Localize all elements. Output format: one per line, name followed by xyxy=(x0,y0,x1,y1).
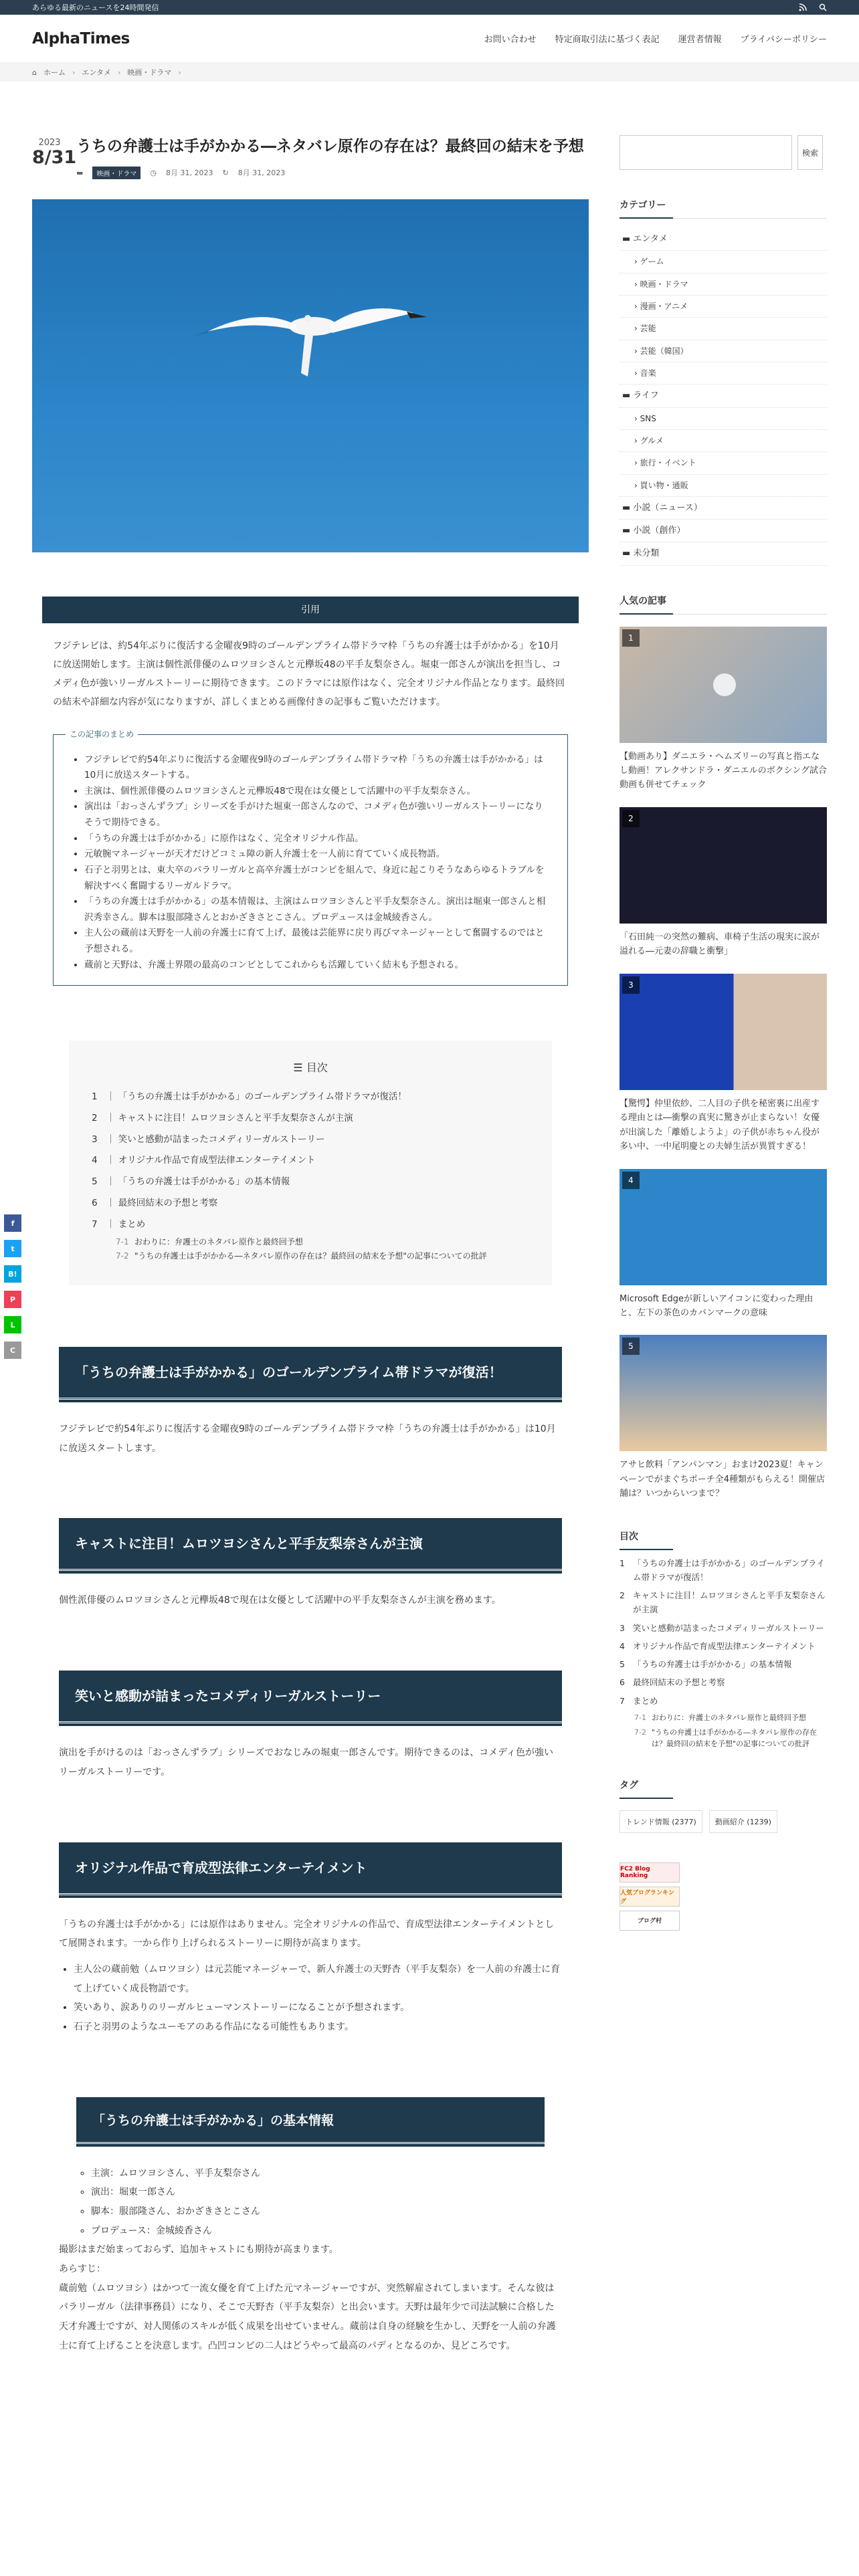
toc-number: 4 xyxy=(92,1155,98,1166)
toc-label: おわりに：弁護士のネタバレ原作と最終回予想 xyxy=(134,1237,303,1247)
rank-badge: 5 xyxy=(622,1337,640,1355)
list-item: • 主演は、個性派俳優のムロツヨシさんと元欅坂48で現在は女優として活躍中の平手友梨奈さん。 xyxy=(84,784,551,800)
popular-title[interactable]: アサヒ飲料「アンパンマン」おまけ2023夏！キャンペーンでがまぐちポーチ全4種類がもらえる！開催店舗は？いつからいつまで？ xyxy=(619,1460,826,1499)
rank-badge: 4 xyxy=(622,1172,640,1189)
search-button[interactable]: 検索 xyxy=(797,135,823,170)
breadcrumb xyxy=(0,63,859,82)
folder-icon: ▬ xyxy=(622,548,634,559)
toc-label: "うちの弁護士は手がかかる―ネタバレ原作の存在は？最終回の結末を予想"の記事についての批評 xyxy=(134,1251,487,1261)
list-item: • 主人公の蔵前勉（ムロツヨシ）は元芸能マネージャーで、新人弁護士の天野杏（平手友梨奈）を一人前の弁護士に育て上げていく成長物語です。 xyxy=(74,1960,562,1998)
toc-item[interactable]: 5 ｜ 「うちの弁護士は手がかかる」の基本情報 xyxy=(92,1172,529,1193)
breadcrumb-entame[interactable]: エンタメ xyxy=(82,68,111,77)
list-item: ◦ プロデュース：金城綾香さん xyxy=(91,2222,562,2241)
category-item[interactable]: ▬ 未分類 xyxy=(619,542,827,565)
toc-item[interactable]: 2 ｜ キャストに注目！ムロツヨシさんと平手友梨奈さんが主演 xyxy=(92,1108,529,1130)
global-nav xyxy=(484,32,827,45)
paragraph: 撮影はまだ始まっておらず、追加キャストにも期待が高まります。 xyxy=(59,2244,339,2256)
paragraph: あらすじ： xyxy=(59,2264,106,2275)
twitter-share-button[interactable]: t xyxy=(4,1240,21,1257)
toc-subitem[interactable] xyxy=(116,1235,529,1249)
list-item: ◦ 演出：堀東一郎さん xyxy=(91,2183,562,2202)
section-body: 演出を手がけるのは「おっさんずラブ」シリーズでおなじみの堀東一郎さんです。期待できるのは、コメディ色が強いリーガルストーリーです。 xyxy=(59,1747,554,1778)
category-subitem[interactable]: › 漫画・アニメ xyxy=(619,296,827,318)
toc-item[interactable]: 1 ｜ 「うちの弁護士は手がかかる」のゴールデンプライム帯ドラマが復活！ xyxy=(92,1087,529,1108)
hatena-share-button[interactable]: B! xyxy=(4,1265,21,1283)
popular-thumbnail[interactable] xyxy=(619,974,827,1090)
toc-label: 「うちの弁護士は手がかかる」のゴールデンプライム帯ドラマが復活！ xyxy=(118,1091,407,1103)
tags-heading: タグ xyxy=(619,1778,827,1798)
toc-label: キャストに注目！ムロツヨシさんと平手友梨奈さんが主演 xyxy=(118,1112,353,1123)
nav-privacy[interactable]: プライバシーポリシー xyxy=(740,35,827,45)
rank-badge: 1 xyxy=(622,629,640,647)
intro-paragraph: フジテレビは、約54年ぶりに復活する金曜夜9時のゴールデンプライム帯ドラマ枠「うちの弁護士は手がかかる」を10月に放送開始します。主演は個性派俳優のムロツヨシさんと元欅坂48の平手友梨奈さん。堀東一郎さんが演出を担当し、コメディ色が強いリーガルストーリーに期待できます。このドラマには原作はなく、完全オリジナル作品となります。最終回の結末や詳細な内容が気になりますが、詳しくまとめる画像付きの記事もご覧いただけます。 xyxy=(53,640,565,708)
rank-badge: 3 xyxy=(622,976,640,994)
facebook-share-button[interactable]: f xyxy=(4,1214,21,1232)
toc-number: 2 xyxy=(92,1112,98,1123)
top-bar xyxy=(0,0,859,15)
list-item: • 石子と羽男とは、東大卒のパラリーガルと高卒弁護士がコンビを組んで、身近に起こりそうなあらゆるトラブルを解決すべく奮闘するリーガルドラマ。 xyxy=(84,863,551,894)
site-logo[interactable]: AlphaTimes xyxy=(32,29,130,47)
toc-item[interactable]: 7 ｜ まとめ xyxy=(92,1214,529,1236)
chevron-right-icon: › xyxy=(634,368,640,379)
sidebar-toc-item[interactable]: 4 オリジナル作品で育成型法律エンターテイメント xyxy=(619,1640,816,1651)
toc-label: 笑いと感動が詰まったコメディリーガルストーリー xyxy=(118,1134,325,1145)
hero-image xyxy=(32,199,589,552)
list-icon: ☰ xyxy=(293,1061,303,1075)
post-date xyxy=(32,135,77,168)
category-subitem[interactable]: › グルメ xyxy=(619,430,827,452)
list-item: ◦ 主演：ムロツヨシさん、平手友梨奈さん xyxy=(91,2164,562,2183)
category-subitem[interactable]: › ゲーム xyxy=(619,251,827,273)
list-item: • 元敏腕マネージャーが天才だけどコミュ障の新人弁護士を一人前に育てていく成長物語。 xyxy=(84,847,551,863)
category-item[interactable]: ▬ エンタメ xyxy=(619,228,827,251)
search-icon[interactable] xyxy=(819,3,827,11)
line-share-button[interactable]: L xyxy=(4,1316,21,1333)
summary-box xyxy=(53,729,568,986)
site-header xyxy=(0,15,859,63)
toc-number: 5 xyxy=(92,1176,98,1188)
paragraph: 蔵前勉（ムロツヨシ）はかつて一流女優を育て上げた元マネージャーですが、突然解雇されてしまいます。そんな彼はパラリーガル（法律事務員）になり、そこで天野杏（平手友梨奈）と出会います。天野は最年少で司法試験に合格した天才弁護士ですが、対人関係のスキルが低く成果を出せていません。蔵前は自身の経験を生かし、天野を一人前の弁護士に育て上げることを決意します。凸凹コンビの二人はどうやって最高のパディとなるのか、見どころです。 xyxy=(59,2282,556,2351)
list-item: • 石子と羽男のようなユーモアのある作品になる可能性もあります。 xyxy=(74,2018,562,2037)
section-paragraph: 「うちの弁護士は手がかかる」には原作はありません。完全オリジナルの作品で、育成型法律エンターテイメントとして展開されます。一から作り上げられるストーリーに期待が高まります。 xyxy=(59,1919,555,1949)
published-date: 8月 31, 2023 xyxy=(166,169,213,177)
category-subitem[interactable]: › 芸能（韓国） xyxy=(619,340,827,362)
date-year: 2023 xyxy=(38,138,61,148)
category-subitem[interactable]: › SNS xyxy=(619,408,827,430)
breadcrumb-home[interactable]: ホーム xyxy=(43,68,66,77)
popular-item[interactable] xyxy=(619,807,827,959)
clock-icon: ◷ xyxy=(150,168,157,177)
popular-thumbnail[interactable] xyxy=(619,1169,827,1285)
section-body xyxy=(59,1915,562,2037)
section-heading: オリジナル作品で育成型法律エンターテイメント xyxy=(59,1842,562,1895)
chevron-right-icon: › xyxy=(117,68,121,77)
folder-icon: ▬ xyxy=(622,526,634,536)
section-body: フジテレビで約54年ぶりに復活する金曜夜9時のゴールデンプライム帯ドラマ枠「うちの弁護士は手がかかる」は10月に放送スタートします。 xyxy=(59,1424,556,1454)
article-main xyxy=(32,135,589,2356)
search-form xyxy=(619,135,827,170)
quote-heading: 引用 xyxy=(42,597,579,623)
nav-contact[interactable]: お問い合わせ xyxy=(484,35,537,45)
nav-tokushoho[interactable]: 特定商取引法に基づく表記 xyxy=(555,35,660,45)
sidebar-toc-subitem[interactable]: 7-1 おわりに：弁護士のネタバレ原作と最終回予想 xyxy=(634,1713,806,1722)
blogmura-badge[interactable]: ブログ村 xyxy=(619,1911,680,1931)
sidebar-toc xyxy=(619,1556,827,1750)
category-item[interactable]: ▬ 小説（創作） xyxy=(619,520,827,542)
pocket-share-button[interactable]: P xyxy=(4,1291,21,1308)
chevron-right-icon: › xyxy=(634,458,640,468)
category-badge[interactable]: 映画・ドラマ xyxy=(92,167,140,179)
toc-title xyxy=(92,1059,529,1075)
popular-title[interactable]: 【驚愕】仲里依紗、二人目の子供を秘密裏に出産する理由とは―衝撃の真実に驚きが止まらない！女優が出演した「離婚しようよ」の子供が赤ちゃん役が多い中、一中尾明慶との夫婦生活が異質すぎる！ xyxy=(619,1098,820,1152)
list-item: • 「うちの弁護士は手がかかる」に原作はなく、完全オリジナル作品。 xyxy=(84,831,551,847)
popular-heading: 人気の記事 xyxy=(619,594,827,615)
rank-badge: 2 xyxy=(622,810,640,827)
toc-label: オリジナル作品で育成型法律エンターテイメント xyxy=(118,1155,316,1166)
section-heading: 「うちの弁護士は手がかかる」のゴールデンプライム帯ドラマが復活！ xyxy=(59,1347,562,1400)
category-item[interactable]: ▬ 小説（ニュース） xyxy=(619,497,827,520)
section-heading: 笑いと感動が詰まったコメディリーガルストーリー xyxy=(59,1671,562,1723)
chevron-right-icon: › xyxy=(634,436,640,446)
category-subitem[interactable]: › 音楽 xyxy=(619,362,827,385)
list-item: • 主人公の蔵前は天野を一人前の弁護士に育て上げ、最後は芸能界に戻り再びマネージャーとして奮闘するのではと予想される。 xyxy=(84,926,551,957)
section-body: 個性派俳優のムロツヨシさんと元欅坂48で現在は女優として活躍中の平手友梨奈さんが主演を務めます。 xyxy=(59,1595,501,1606)
popular-item[interactable] xyxy=(619,974,827,1154)
popular-item[interactable] xyxy=(619,1335,827,1501)
breadcrumb-movie[interactable]: 映画・ドラマ xyxy=(127,68,172,77)
section-heading: キャストに注目！ムロツヨシさんと平手友梨奈さんが主演 xyxy=(59,1518,562,1571)
tag-item[interactable]: トレンド情報 (2377) xyxy=(619,1810,702,1833)
sidebar-toc-item[interactable]: 5 「うちの弁護士は手がかかる」の基本情報 xyxy=(619,1659,792,1670)
category-subitem[interactable]: › 買い物・通販 xyxy=(619,475,827,497)
chevron-right-icon: › xyxy=(634,257,640,267)
chevron-right-icon: › xyxy=(178,68,181,77)
nav-about[interactable]: 運営者情報 xyxy=(678,35,722,45)
list-item: • 蔵前と天野は、弁護士界隈の最高のコンビとしてこれからも活躍していく結末も予想される。 xyxy=(84,958,551,974)
toc-label: 最終回結末の予想と考察 xyxy=(118,1197,218,1208)
chevron-right-icon: › xyxy=(634,480,640,490)
sidebar-toc-item[interactable]: 7 まとめ xyxy=(619,1695,658,1706)
sidebar xyxy=(619,135,827,2356)
ranking-badges xyxy=(619,1862,827,1931)
home-icon: ⌂ xyxy=(32,68,37,77)
sidebar-toc-subitem[interactable]: 7-2 "うちの弁護士は手がかかる―ネタバレ原作の存在は？最終回の結末を予想"の記事についての批評 xyxy=(634,1727,817,1749)
list-item: • 笑いあり、涙ありのリーガルヒューマンストーリーになることが予想されます。 xyxy=(74,1998,562,2018)
list-item: • 演出は「おっさんずラブ」シリーズを手がけた堀東一郎さんなので、コメディ色が強いリーガルストーリーになりそうで期待できる。 xyxy=(84,799,551,831)
toc-number: 7-2 xyxy=(116,1251,129,1261)
list-item: • 「うちの弁護士は手がかかる」の基本情報は、主演はムロツヨシさんと平手友梨奈さん。演出は堀東一郎さんと相沢秀幸さん。脚本は服部隆さんとおかざきさとこさん。プロデュースは金城綾香さん。 xyxy=(84,894,551,926)
toc-subitem[interactable] xyxy=(116,1249,529,1263)
social-share-bar xyxy=(4,1214,21,1359)
basic-info-body xyxy=(59,2164,562,2356)
category-subitem[interactable]: › 旅行・イベント xyxy=(619,452,827,474)
popular-title[interactable]: Microsoft Edgeが新しいアイコンに変わった理由と、左下の茶色のカバンマークの意味 xyxy=(619,1293,814,1318)
category-subitem[interactable]: › 映画・ドラマ xyxy=(619,274,827,296)
sidebar-toc-item[interactable]: 3 笑いと感動が詰まったコメディリーガルストーリー xyxy=(619,1622,824,1633)
fc2-ranking-badge[interactable]: FC2 Blog Ranking xyxy=(619,1862,680,1883)
sidebar-toc-item[interactable]: 1 「うちの弁護士は手がかかる」のゴールデンプライム帯ドラマが復活！ xyxy=(619,1558,825,1582)
categories-heading: カテゴリー xyxy=(619,198,827,219)
summary-label: この記事のまとめ xyxy=(66,728,138,740)
popular-item[interactable] xyxy=(619,627,827,792)
toc-number: 7-1 xyxy=(116,1237,129,1247)
chevron-right-icon: › xyxy=(634,346,640,356)
popular-list xyxy=(619,627,827,1501)
chevron-right-icon: › xyxy=(634,301,640,311)
folder-icon: ▬ xyxy=(622,234,634,244)
tag-item[interactable]: 動画紹介 (1239) xyxy=(709,1810,777,1833)
section-heading: 「うちの弁護士は手がかかる」の基本情報 xyxy=(76,2097,545,2144)
category-list xyxy=(619,228,827,566)
ninki-ranking-badge[interactable]: 人気ブログランキング xyxy=(619,1887,680,1907)
date-month-day: 8/31 xyxy=(32,147,77,168)
popular-thumbnail[interactable] xyxy=(619,1335,827,1451)
popular-title[interactable]: 【動画あり】ダニエラ・ヘムズリーの写真と指エなし動画！アレクサンドラ・ダニエルのボクシング試合動画も併せてチェック xyxy=(619,751,827,790)
folder-icon: ▬ xyxy=(76,168,84,177)
chevron-right-icon: › xyxy=(634,279,640,289)
post-meta xyxy=(76,167,584,179)
list-item: • フジテレビで約54年ぶりに復活する金曜夜9時のゴールデンプライム帯ドラマ枠「うちの弁護士は手がかかる」は10月に放送スタートする。 xyxy=(84,752,551,784)
sidebar-toc-item[interactable]: 2 キャストに注目！ムロツヨシさんと平手友梨奈さんが主演 xyxy=(619,1590,826,1615)
site-tagline: あらゆる最新のニュースを24時間発信 xyxy=(32,3,159,12)
tag-list xyxy=(619,1810,827,1833)
rss-icon[interactable] xyxy=(799,3,807,11)
toc-number: 7 xyxy=(92,1218,98,1230)
toc-label: まとめ xyxy=(118,1218,146,1230)
category-item[interactable]: ▬ ライフ xyxy=(619,385,827,407)
folder-icon: ▬ xyxy=(622,391,634,401)
page-title: うちの弁護士は手がかかる―ネタバレ原作の存在は？最終回の結末を予想 xyxy=(76,138,584,155)
toc-title-text: 目次 xyxy=(306,1061,328,1075)
list-item: ◦ 脚本：服部隆さん、おかざきさとこさん xyxy=(91,2202,562,2222)
popular-item[interactable] xyxy=(619,1169,827,1321)
toc-number: 3 xyxy=(92,1134,98,1145)
popular-title[interactable]: 「石田純一の突然の難病、車椅子生活の現実に涙が溢れる―元妻の辞職と衝撃」 xyxy=(619,932,820,957)
chevron-right-icon: › xyxy=(634,324,640,334)
popular-thumbnail[interactable] xyxy=(619,807,827,924)
toc-item[interactable]: 6 ｜ 最終回結末の予想と考察 xyxy=(92,1193,529,1214)
folder-icon: ▬ xyxy=(622,503,634,514)
table-of-contents xyxy=(69,1041,552,1285)
sidebar-toc-item[interactable]: 6 最終回結末の予想と考察 xyxy=(619,1677,725,1688)
search-input[interactable] xyxy=(619,135,792,170)
category-subitem[interactable]: › 芸能 xyxy=(619,318,827,340)
toc-number: 6 xyxy=(92,1197,98,1208)
seagull-illustration xyxy=(32,199,589,552)
toc-item[interactable]: 3 ｜ 笑いと感動が詰まったコメディリーガルストーリー xyxy=(92,1130,529,1151)
popular-thumbnail[interactable] xyxy=(619,627,827,743)
play-icon[interactable] xyxy=(713,673,736,696)
toc-number: 1 xyxy=(92,1091,98,1103)
toc-item[interactable]: 4 ｜ オリジナル作品で育成型法律エンターテイメント xyxy=(92,1150,529,1172)
refresh-icon: ↻ xyxy=(222,168,229,177)
updated-date: 8月 31, 2023 xyxy=(237,169,286,177)
toc-label: 「うちの弁護士は手がかかる」の基本情報 xyxy=(118,1176,290,1188)
copy-link-button[interactable]: C xyxy=(4,1341,21,1359)
sidebar-toc-heading: 目次 xyxy=(619,1529,827,1549)
chevron-right-icon: › xyxy=(634,413,640,423)
chevron-right-icon: › xyxy=(72,68,76,77)
